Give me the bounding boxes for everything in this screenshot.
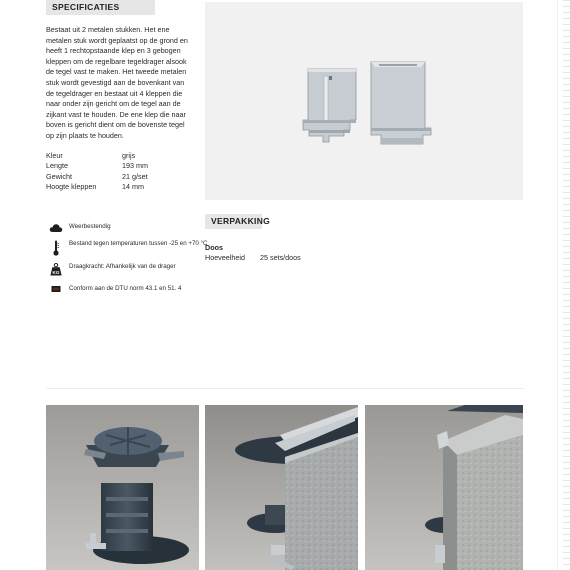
product-description: Bestaat uit 2 metalen stukken. Het ene metalen stuk wordt geplaatst op de grond en heeft 1 rechtopstaande klep en 3 gebogen kleppen om de regelbare tegeldrager alsook de tegel vast te maken. Het tweede metalen stuk wordt gevestigd aan de bovenkant van de tegeldrager en bestaat uit 4 kleppen die naar onder zijn gericht om de tegel aan de zijkant vast te houden. De ene klep die naar boven is gericht dient om de bovenste tegel op zijn plaats te houden. xyxy=(46,25,188,140)
norm-square-icon xyxy=(48,285,63,299)
feature-item xyxy=(48,223,209,237)
packaging-row xyxy=(205,253,301,263)
feature-text: Draagkracht: Afhankelijk van de drager xyxy=(69,263,176,270)
verpakking-heading: VERPAKKING xyxy=(205,214,262,229)
tiles-placed-photo xyxy=(365,405,523,570)
pedestal-photo xyxy=(46,405,199,570)
property-value: 14 mm xyxy=(122,182,144,192)
feature-text: Weerbestendig xyxy=(69,223,111,230)
svg-text:KG: KG xyxy=(52,270,59,275)
feature-item xyxy=(48,285,209,299)
property-row xyxy=(46,172,148,182)
property-row xyxy=(46,151,148,161)
property-label: Hoogte kleppen xyxy=(46,182,97,192)
section-divider xyxy=(46,388,524,389)
cloud-icon xyxy=(48,223,63,237)
property-label: Kleur xyxy=(46,151,63,160)
property-row xyxy=(46,182,148,192)
metal-clips-illustration xyxy=(205,2,523,200)
packaging-unit-title: Doos xyxy=(205,243,223,252)
product-image xyxy=(205,2,523,200)
property-label: Gewicht xyxy=(46,171,72,181)
property-list xyxy=(46,151,148,193)
property-value: 193 mm xyxy=(122,161,148,171)
weight-kg-icon xyxy=(48,263,63,277)
feature-text: Bestand tegen temperaturen tussen -25 en +70 °C xyxy=(69,240,208,247)
page-ruler xyxy=(556,0,570,570)
packaging-label: Hoeveelheid xyxy=(205,253,245,263)
property-value: grijs xyxy=(122,151,136,160)
property-label: Lengte xyxy=(46,161,68,171)
feature-item xyxy=(48,263,209,277)
property-value: 21 g/set xyxy=(122,171,148,181)
packaging-value: 25 sets/doos xyxy=(260,253,301,263)
feature-text: Conform aan de DTU norm 43.1 en 51. 4 xyxy=(69,285,182,292)
property-row xyxy=(46,161,148,171)
tile-placement-photo xyxy=(205,405,358,570)
specificaties-heading: SPECIFICATIES xyxy=(46,0,155,15)
packaging-info xyxy=(205,243,301,264)
top-clip-part xyxy=(371,62,431,144)
thermometer-icon xyxy=(48,240,63,254)
bottom-clip-part xyxy=(303,69,356,142)
feature-item xyxy=(48,240,209,254)
